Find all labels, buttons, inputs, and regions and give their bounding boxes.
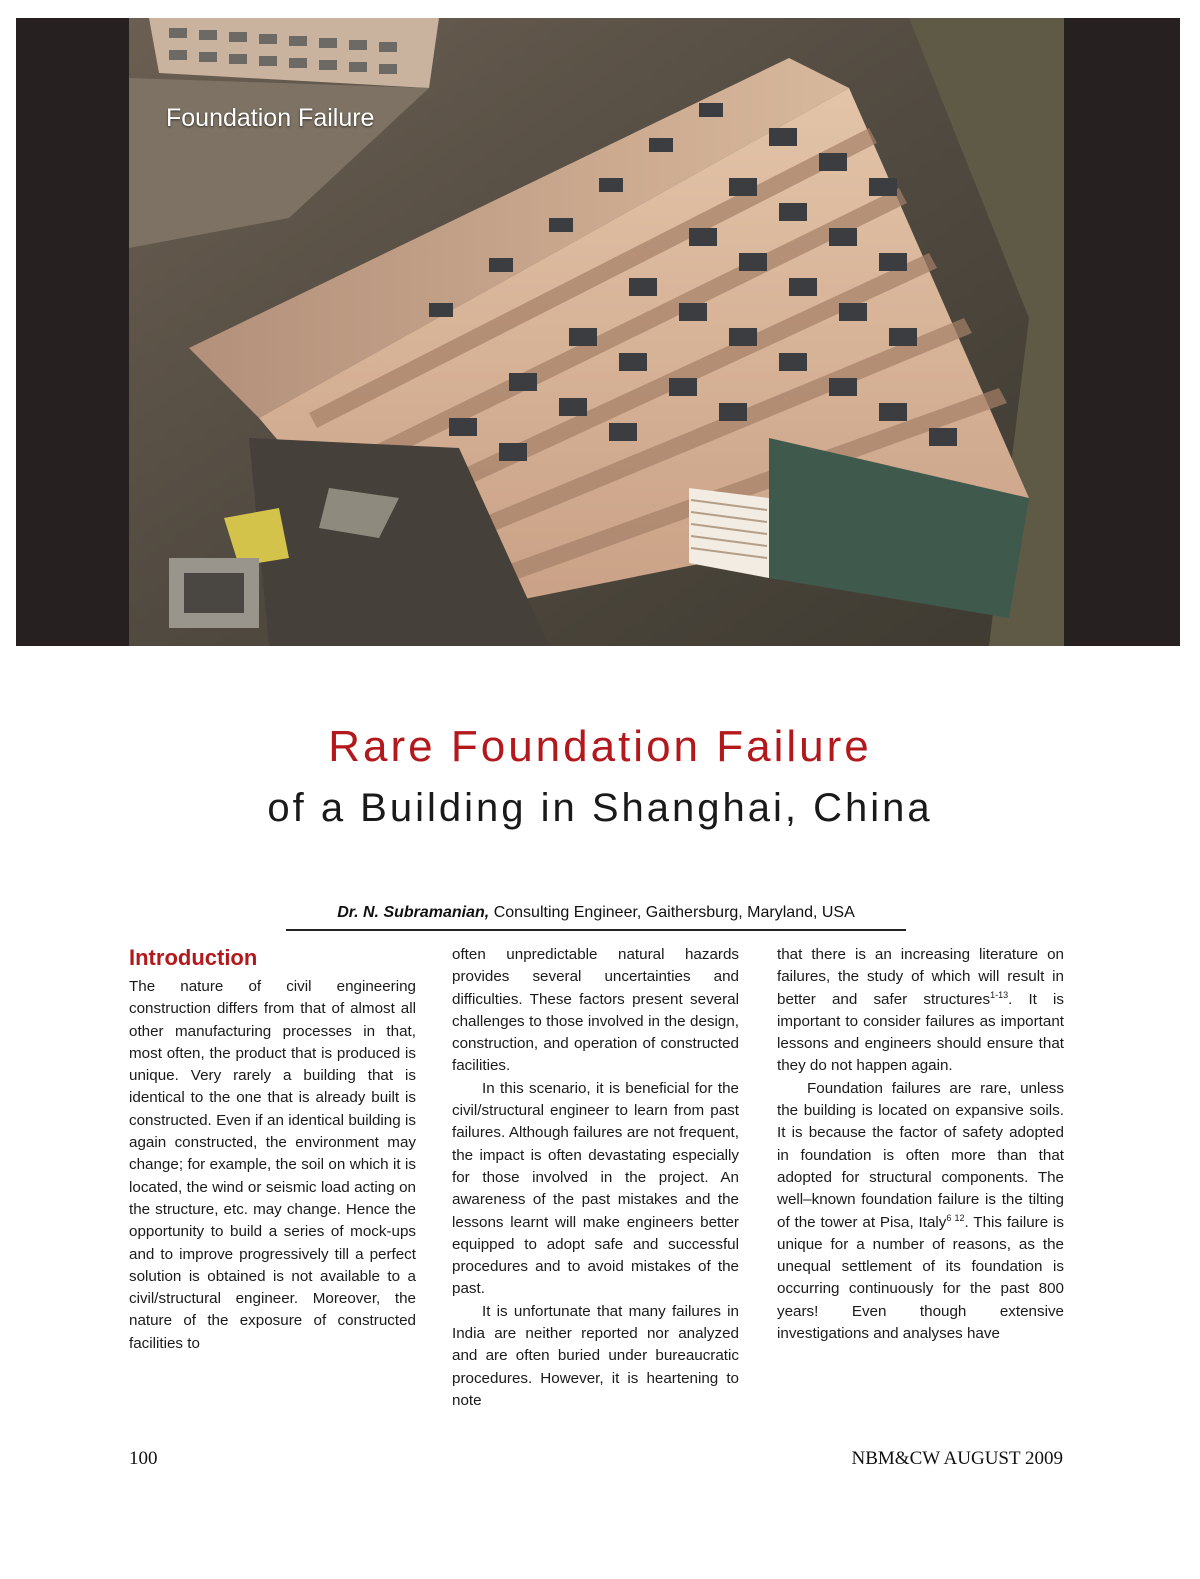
intro-heading: Introduction	[129, 945, 258, 970]
author-affiliation: Consulting Engineer, Gaithersburg, Maryland, USA	[489, 904, 855, 921]
paragraph-text: . It is important to consider failures as important lessons and engineers should ensure that they do not happen again.	[777, 990, 1064, 1075]
paragraph-text: Foundation failures are rare, unless the building is located on expansive soils. It is because the factor of safety adopted in foundation is often more than that adopted for structural components. The well–known foundation failure is the tilting of the tower at Pisa, Italy	[777, 1079, 1064, 1231]
article-title: Rare Foundation Failure	[328, 722, 872, 771]
reference-superscript: 6 12	[946, 1212, 965, 1223]
text-column-2	[452, 944, 739, 1412]
paragraph-text: . This failure is unique for a number of reasons, as the unequal settlement of its foundation is occurring continuously for the past 800 years! Even though extensive investigations and analyses have	[777, 1213, 1064, 1343]
byline	[286, 904, 906, 922]
paragraph-text: that there is an increasing literature on failures, the study of which will result in better and safer structures	[777, 946, 1064, 1008]
author-name: Dr. N. Subramanian,	[337, 904, 490, 921]
article-subtitle: of a Building in Shanghai, China	[267, 786, 933, 830]
byline-rule	[286, 929, 906, 931]
paragraph	[777, 944, 1064, 1078]
paragraph: It is unfortunate that many failures in India are neither reported nor analyzed and are often buried under bureaucratic procedures. However, it is heartening to note	[452, 1302, 739, 1409]
text-column-3	[777, 944, 1064, 1345]
section-label: Foundation Failure	[166, 104, 375, 132]
paragraph: In this scenario, it is beneficial for the civil/structural engineer to learn from past failures. Although failures are not frequent, the impact is often devastating especially for those involved in the project. An awareness of the past mistakes and the lessons learnt will make engineers better equipped to adopt safe and successful procedures and to avoid mistakes of the past.	[452, 1079, 739, 1298]
paragraph: often unpredictable natural hazards provides several uncertainties and difficulties. These factors present several challenges to those involved in the design, construction, and operation of constructed facilities.	[452, 946, 739, 1075]
paragraph	[777, 1078, 1064, 1346]
reference-superscript: 1-13	[990, 989, 1009, 1000]
page-number: 100	[129, 1448, 158, 1469]
publication-date: NBM&CW AUGUST 2009	[851, 1448, 1063, 1469]
text-column-1	[129, 944, 416, 1355]
paragraph: The nature of civil engineering construction differs from that of almost all other manufacturing processes in that, most often, the product that is produced is unique. Very rarely a building that is identical to the one that is already built is constructed. Even if an identical building is again constructed, the environment may change; for example, the soil on which it is located, the wind or seismic load acting on the structure, etc. may change. Hence the opportunity to build a series of mock-ups and to improve progressively till a perfect solution is obtained is not available to a civil/structural engineer. Moreover, the nature of the exposure of constructed facilities to	[129, 978, 416, 1352]
